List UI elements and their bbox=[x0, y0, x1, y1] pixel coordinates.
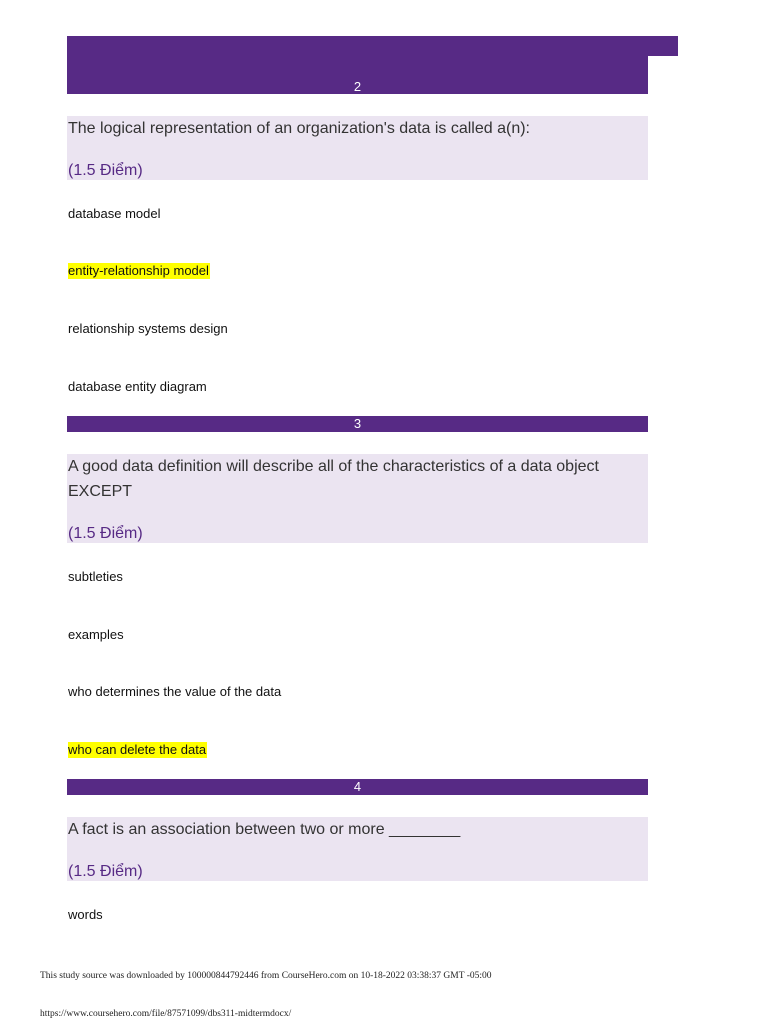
answer-option[interactable]: database model bbox=[68, 206, 161, 221]
answer-option[interactable]: relationship systems design bbox=[68, 321, 228, 336]
question-points: (1.5 Điểm) bbox=[68, 525, 143, 542]
question-4-header bbox=[67, 779, 648, 795]
question-number: 2 bbox=[353, 79, 362, 94]
header-tab-decoration bbox=[648, 36, 678, 56]
question-3-header bbox=[67, 416, 648, 432]
question-4-box bbox=[67, 817, 648, 881]
answer-option-selected[interactable]: who can delete the data bbox=[68, 742, 207, 757]
answer-option[interactable]: who determines the value of the data bbox=[68, 684, 282, 699]
question-number: 3 bbox=[353, 416, 362, 431]
answer-option[interactable]: subtleties bbox=[68, 569, 123, 584]
question-2-box bbox=[67, 116, 648, 180]
question-text: A fact is an association between two or more ________ bbox=[68, 821, 461, 838]
answer-option[interactable]: examples bbox=[68, 627, 124, 642]
answer-option-selected[interactable]: entity-relationship model bbox=[68, 263, 209, 278]
question-3-box bbox=[67, 454, 648, 543]
question-text: A good data definition will describe all of the characteristics of a data object EXCEPT bbox=[68, 458, 599, 500]
question-number: 4 bbox=[353, 779, 362, 794]
answer-option[interactable]: words bbox=[68, 907, 103, 922]
source-url[interactable]: https://www.coursehero.com/file/87571099/dbs311-midtermdocx/ bbox=[40, 1009, 292, 1019]
question-points: (1.5 Điểm) bbox=[68, 863, 143, 880]
source-footer: This study source was downloaded by 100000844792446 from CourseHero.com on 10-18-2022 03:38:37 GMT -05:00 bbox=[40, 971, 492, 981]
question-points: (1.5 Điểm) bbox=[68, 162, 143, 179]
answer-option[interactable]: database entity diagram bbox=[68, 379, 207, 394]
question-2-header bbox=[67, 36, 648, 94]
question-text: The logical representation of an organization's data is called a(n): bbox=[68, 120, 530, 137]
